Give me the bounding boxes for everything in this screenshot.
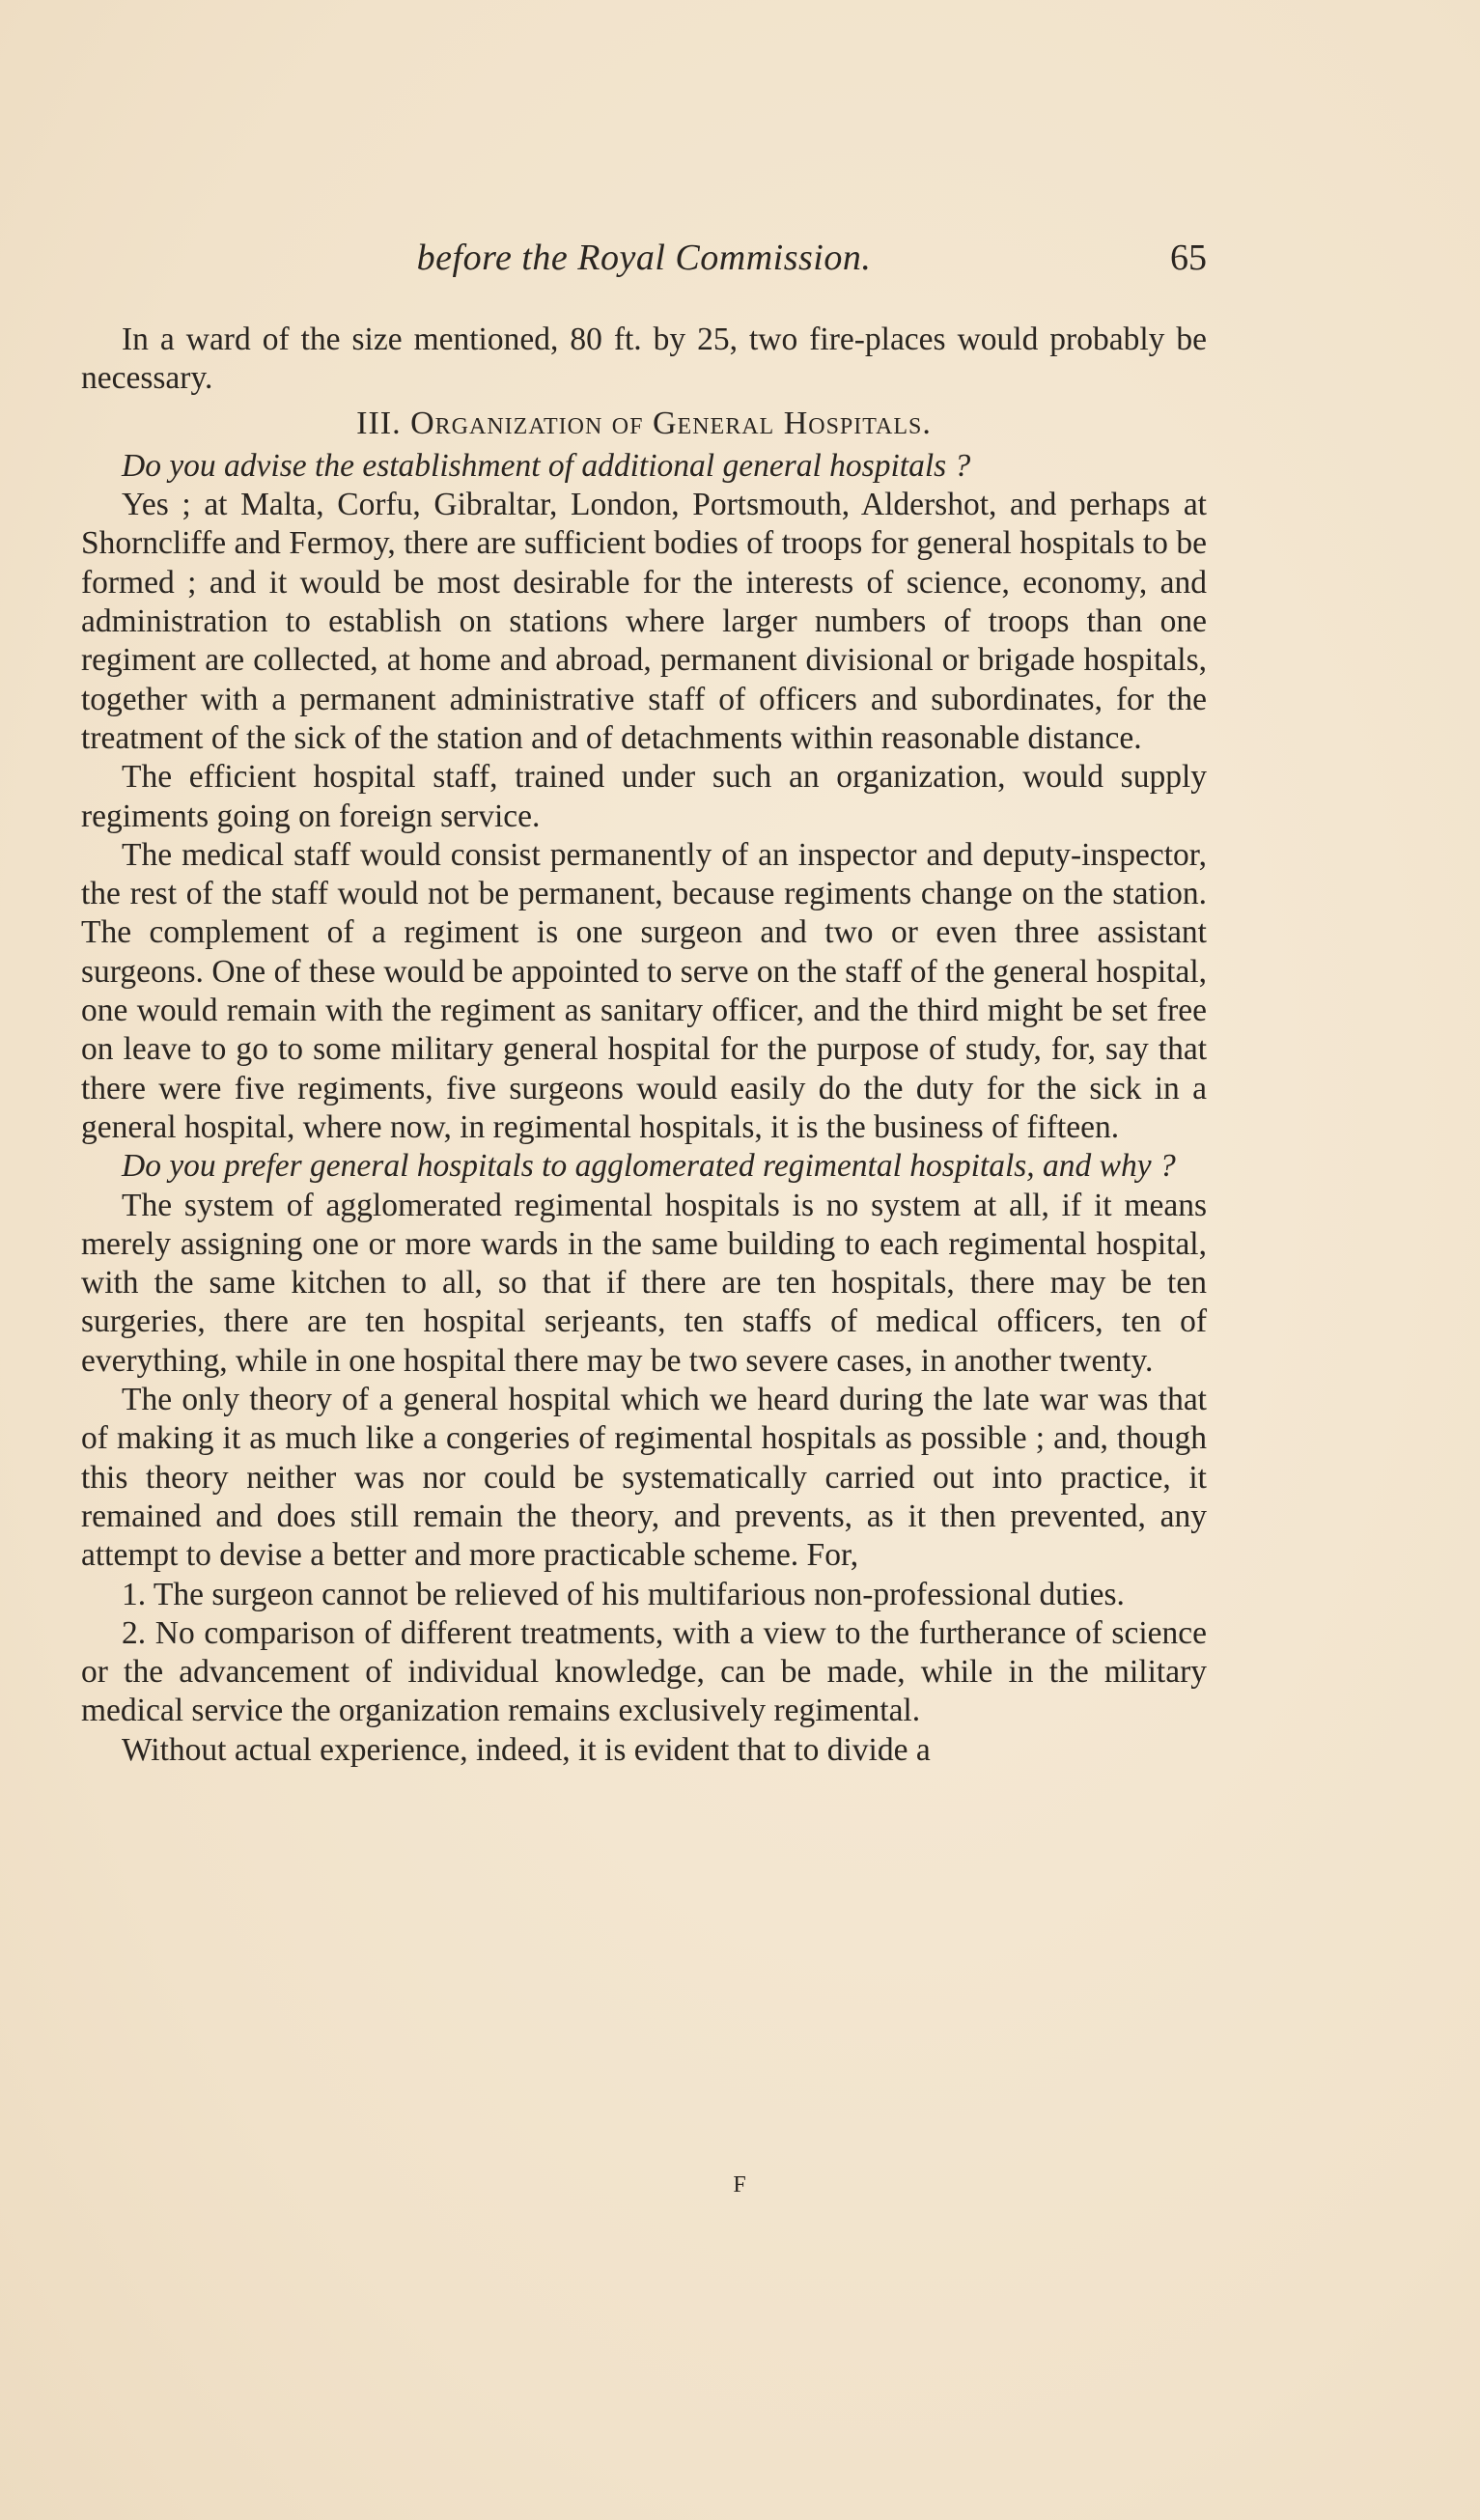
list-item-1: 1. The surgeon cannot be relieved of his multifarious non-professional duties. <box>122 1576 1125 1612</box>
paragraph-fireplaces: In a ward of the size mentioned, 80 ft. by 25, two fire-places would probably be necessary. <box>81 322 1207 397</box>
paragraph-without-experience: Without actual experience, indeed, it is evident that to divide a <box>122 1731 931 1768</box>
running-head: before the Royal Commission. <box>416 238 872 278</box>
body-text <box>81 321 1207 1770</box>
paragraph-agglomerated-system: The system of agglomerated regimental hospitals is no system at all, if it means merely assigning one or more wards in the same building to each regimental hospital, with the same kitchen to all, so that if there are ten hospitals, there may be ten surgeries, there are ten hospital serjeants, ten staffs of medical officers, ten of everything, while in one hospital there may be two severe cases, in another twenty. <box>81 1187 1207 1379</box>
page-header <box>81 237 1207 285</box>
page-number: 65 <box>1170 238 1207 278</box>
list-item-2: 2. No comparison of different treatments, with a view to the furtherance of science or the advancement of individual knowledge, can be made, while in the military medical service the organization remains exclusively regimental. <box>81 1614 1207 1729</box>
signature-mark: F <box>733 2172 747 2198</box>
paragraph-theory: The only theory of a general hospital which we heard during the late war was that of making it as much like a congeries of regimental hospitals as possible ; and, though this theory neither was nor could be systematically carried out into practice, it remained and does still remain the theory, and prevents, as it then prevented, any attempt to devise a better and more practicable scheme. For, <box>81 1382 1207 1574</box>
paragraph-hospital-staff: The efficient hospital staff, trained under such an organization, would supply regiments going on foreign service. <box>81 759 1207 834</box>
section-heading: III. Organization of General Hospitals. <box>356 405 932 441</box>
question-additional-hospitals: Do you advise the establishment of additional general hospitals ? <box>122 447 971 484</box>
paragraph-medical-staff: The medical staff would consist permanently of an inspector and deputy-inspector, the rest of the staff would not be permanent, because regiments change on the station. The complement of a regiment is one surgeon and two or even three assistant surgeons. One of these would be appointed to serve on the staff of the general hospital, one would remain with the regiment as sanitary officer, and the third might be set free on leave to go to some military general hospital for the purpose of study, for, say that there were five regiments, five surgeons would easily do the duty for the sick in a general hospital, where now, in regimental hospitals, it is the business of fifteen. <box>81 836 1207 1145</box>
question-general-vs-agglomerated: Do you prefer general hospitals to agglomerated regimental hospitals, and why ? <box>122 1148 1176 1185</box>
paragraph-answer-stations: Yes ; at Malta, Corfu, Gibraltar, London, Portsmouth, Aldershot, and perhaps at Shorncliffe and Fermoy, there are sufficient bodies of troops for general hospitals to be formed ; and it would be most desirable for the interests of science, economy, and administration to establish on stations where larger numbers of troops than one regiment are collected, at home and abroad, permanent divisional or brigade hospitals, together with a permanent administrative staff of officers and subordinates, for the treatment of the sick of the station and of detachments within reasonable distance. <box>81 487 1207 756</box>
